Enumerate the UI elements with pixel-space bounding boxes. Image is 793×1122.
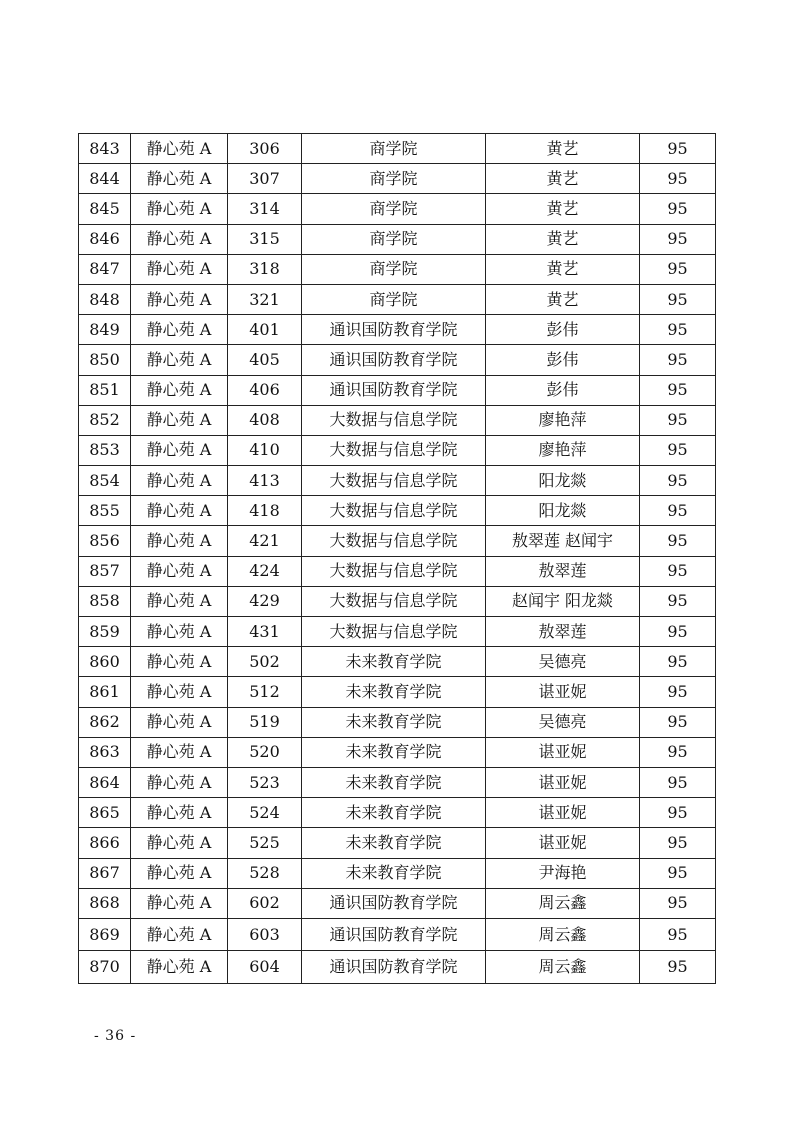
cell-college: 商学院 [302,224,486,254]
cell-building: 静心苑 A [131,707,228,737]
cell-room: 321 [228,284,302,314]
cell-college: 通识国防教育学院 [302,345,486,375]
cell-score: 95 [640,496,716,526]
cell-person-in-charge: 周云鑫 [486,888,640,918]
cell-room: 406 [228,375,302,405]
cell-person-in-charge: 黄艺 [486,284,640,314]
table-row [79,405,716,435]
cell-score: 95 [640,164,716,194]
cell-person-in-charge: 彭伟 [486,345,640,375]
cell-score: 95 [640,918,716,951]
cell-person-in-charge: 敖翠莲 赵闻宇 [486,526,640,556]
cell-person-in-charge: 谌亚妮 [486,767,640,797]
cell-row-number: 858 [79,586,131,616]
table-body [79,134,716,984]
cell-person-in-charge: 周云鑫 [486,918,640,951]
cell-score: 95 [640,737,716,767]
cell-score: 95 [640,284,716,314]
cell-row-number: 848 [79,284,131,314]
cell-building: 静心苑 A [131,586,228,616]
cell-row-number: 851 [79,375,131,405]
cell-college: 通识国防教育学院 [302,375,486,405]
table-row [79,888,716,918]
cell-score: 95 [640,617,716,647]
cell-room: 512 [228,677,302,707]
cell-room: 431 [228,617,302,647]
table-row [79,586,716,616]
cell-row-number: 868 [79,888,131,918]
table-row [79,284,716,314]
cell-building: 静心苑 A [131,254,228,284]
cell-room: 408 [228,405,302,435]
cell-row-number: 845 [79,194,131,224]
table-row [79,737,716,767]
cell-college: 未来教育学院 [302,647,486,677]
cell-row-number: 867 [79,858,131,888]
cell-room: 318 [228,254,302,284]
cell-building: 静心苑 A [131,888,228,918]
cell-person-in-charge: 周云鑫 [486,951,640,984]
table-row [79,345,716,375]
cell-building: 静心苑 A [131,798,228,828]
cell-building: 静心苑 A [131,224,228,254]
cell-row-number: 866 [79,828,131,858]
cell-score: 95 [640,526,716,556]
cell-person-in-charge: 黄艺 [486,134,640,164]
cell-college: 通识国防教育学院 [302,918,486,951]
cell-score: 95 [640,224,716,254]
table-row [79,707,716,737]
cell-college: 通识国防教育学院 [302,315,486,345]
cell-college: 未来教育学院 [302,707,486,737]
cell-college: 大数据与信息学院 [302,556,486,586]
table-row [79,134,716,164]
cell-person-in-charge: 谌亚妮 [486,737,640,767]
cell-college: 大数据与信息学院 [302,526,486,556]
table-row [79,951,716,984]
cell-college: 通识国防教育学院 [302,951,486,984]
cell-building: 静心苑 A [131,647,228,677]
cell-score: 95 [640,707,716,737]
cell-room: 424 [228,556,302,586]
cell-building: 静心苑 A [131,858,228,888]
cell-person-in-charge: 黄艺 [486,224,640,254]
cell-row-number: 859 [79,617,131,647]
cell-person-in-charge: 敖翠莲 [486,556,640,586]
table-row [79,435,716,465]
cell-building: 静心苑 A [131,315,228,345]
cell-room: 528 [228,858,302,888]
table-row [79,617,716,647]
cell-college: 未来教育学院 [302,828,486,858]
cell-college: 大数据与信息学院 [302,496,486,526]
cell-college: 大数据与信息学院 [302,405,486,435]
cell-person-in-charge: 黄艺 [486,254,640,284]
table-row [79,828,716,858]
cell-college: 商学院 [302,284,486,314]
cell-row-number: 844 [79,164,131,194]
cell-score: 95 [640,315,716,345]
cell-person-in-charge: 吴德亮 [486,707,640,737]
cell-row-number: 857 [79,556,131,586]
cell-row-number: 850 [79,345,131,375]
cell-score: 95 [640,951,716,984]
cell-room: 602 [228,888,302,918]
cell-building: 静心苑 A [131,918,228,951]
cell-college: 大数据与信息学院 [302,466,486,496]
cell-room: 524 [228,798,302,828]
cell-building: 静心苑 A [131,375,228,405]
table-row [79,375,716,405]
cell-score: 95 [640,556,716,586]
page-number: - 36 - [94,1028,137,1044]
cell-building: 静心苑 A [131,466,228,496]
cell-room: 418 [228,496,302,526]
table-row [79,677,716,707]
cell-room: 603 [228,918,302,951]
table-row [79,496,716,526]
cell-college: 未来教育学院 [302,677,486,707]
cell-score: 95 [640,435,716,465]
cell-row-number: 856 [79,526,131,556]
cell-score: 95 [640,375,716,405]
cell-person-in-charge: 谌亚妮 [486,677,640,707]
cell-building: 静心苑 A [131,194,228,224]
cell-row-number: 849 [79,315,131,345]
cell-person-in-charge: 吴德亮 [486,647,640,677]
cell-row-number: 846 [79,224,131,254]
table-row [79,526,716,556]
cell-building: 静心苑 A [131,526,228,556]
cell-college: 商学院 [302,134,486,164]
cell-building: 静心苑 A [131,435,228,465]
cell-person-in-charge: 黄艺 [486,194,640,224]
cell-row-number: 853 [79,435,131,465]
cell-college: 大数据与信息学院 [302,617,486,647]
cell-row-number: 862 [79,707,131,737]
cell-room: 306 [228,134,302,164]
cell-building: 静心苑 A [131,134,228,164]
dormitory-inspection-table [78,133,716,984]
cell-building: 静心苑 A [131,405,228,435]
cell-score: 95 [640,466,716,496]
table-row [79,556,716,586]
cell-row-number: 864 [79,767,131,797]
cell-score: 95 [640,405,716,435]
cell-row-number: 843 [79,134,131,164]
cell-building: 静心苑 A [131,767,228,797]
cell-row-number: 865 [79,798,131,828]
cell-college: 商学院 [302,164,486,194]
table-row [79,164,716,194]
cell-room: 604 [228,951,302,984]
table-row [79,918,716,951]
cell-row-number: 870 [79,951,131,984]
cell-building: 静心苑 A [131,496,228,526]
cell-building: 静心苑 A [131,828,228,858]
cell-score: 95 [640,888,716,918]
cell-person-in-charge: 彭伟 [486,315,640,345]
cell-score: 95 [640,647,716,677]
cell-row-number: 852 [79,405,131,435]
cell-room: 421 [228,526,302,556]
cell-row-number: 860 [79,647,131,677]
cell-building: 静心苑 A [131,164,228,194]
cell-person-in-charge: 廖艳萍 [486,435,640,465]
cell-person-in-charge: 谌亚妮 [486,828,640,858]
cell-person-in-charge: 黄艺 [486,164,640,194]
cell-person-in-charge: 彭伟 [486,375,640,405]
cell-room: 314 [228,194,302,224]
table-row [79,647,716,677]
cell-college: 未来教育学院 [302,767,486,797]
cell-score: 95 [640,798,716,828]
cell-building: 静心苑 A [131,677,228,707]
cell-building: 静心苑 A [131,737,228,767]
cell-college: 未来教育学院 [302,798,486,828]
cell-room: 502 [228,647,302,677]
cell-person-in-charge: 尹海艳 [486,858,640,888]
cell-college: 未来教育学院 [302,858,486,888]
cell-room: 519 [228,707,302,737]
cell-room: 520 [228,737,302,767]
cell-room: 523 [228,767,302,797]
cell-building: 静心苑 A [131,556,228,586]
table-row [79,767,716,797]
cell-row-number: 847 [79,254,131,284]
cell-college: 大数据与信息学院 [302,435,486,465]
cell-building: 静心苑 A [131,284,228,314]
cell-score: 95 [640,767,716,797]
table-row [79,858,716,888]
cell-row-number: 861 [79,677,131,707]
cell-row-number: 855 [79,496,131,526]
cell-score: 95 [640,194,716,224]
cell-room: 410 [228,435,302,465]
table-row [79,466,716,496]
cell-person-in-charge: 敖翠莲 [486,617,640,647]
table-row [79,194,716,224]
cell-college: 通识国防教育学院 [302,888,486,918]
table-row [79,224,716,254]
cell-room: 315 [228,224,302,254]
cell-college: 商学院 [302,194,486,224]
cell-building: 静心苑 A [131,617,228,647]
cell-building: 静心苑 A [131,951,228,984]
cell-person-in-charge: 廖艳萍 [486,405,640,435]
cell-person-in-charge: 阳龙燚 [486,496,640,526]
cell-college: 大数据与信息学院 [302,586,486,616]
cell-score: 95 [640,677,716,707]
cell-score: 95 [640,858,716,888]
cell-building: 静心苑 A [131,345,228,375]
cell-row-number: 854 [79,466,131,496]
cell-college: 商学院 [302,254,486,284]
cell-room: 429 [228,586,302,616]
cell-score: 95 [640,586,716,616]
cell-college: 未来教育学院 [302,737,486,767]
table-row [79,315,716,345]
cell-room: 525 [228,828,302,858]
cell-person-in-charge: 赵闻宇 阳龙燚 [486,586,640,616]
cell-room: 401 [228,315,302,345]
cell-room: 307 [228,164,302,194]
table-row [79,798,716,828]
cell-room: 405 [228,345,302,375]
cell-row-number: 869 [79,918,131,951]
cell-score: 95 [640,345,716,375]
cell-person-in-charge: 谌亚妮 [486,798,640,828]
cell-person-in-charge: 阳龙燚 [486,466,640,496]
cell-score: 95 [640,828,716,858]
cell-score: 95 [640,254,716,284]
cell-score: 95 [640,134,716,164]
cell-row-number: 863 [79,737,131,767]
cell-room: 413 [228,466,302,496]
table-row [79,254,716,284]
